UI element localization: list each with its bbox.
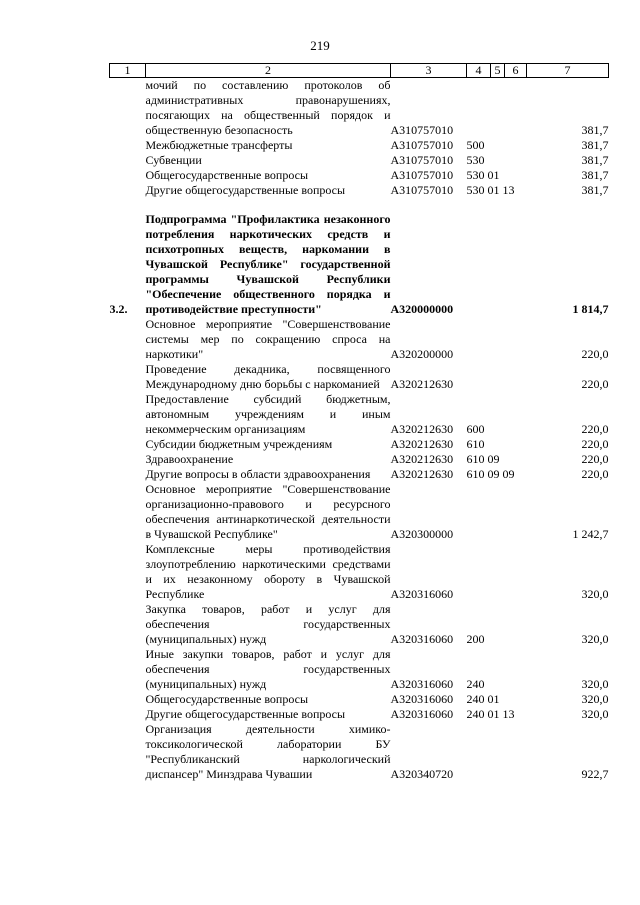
row-amount: 381,7 [581,183,609,197]
row-number [110,722,146,782]
row-group [467,317,527,362]
table-row [110,317,609,362]
row-group: 530 01 13 [466,183,515,197]
row-number [110,138,146,153]
row-group [467,722,527,782]
row-name: Другие общегосударственные вопросы [145,183,346,197]
budget-table [109,63,609,782]
row-name: Общегосударственные вопросы [145,168,309,182]
row-name: Предоставление субсидий бюджетным, автономным учреждениям и иным некоммерческим организациям [145,392,391,436]
row-number [110,437,146,452]
row-code: А320000000 [390,302,454,316]
row-number [110,542,146,602]
table-row [110,482,609,542]
spacer-row [110,198,609,212]
row-name: Другие общегосударственные вопросы [145,707,346,721]
row-code: А320316060 [390,677,454,691]
row-group [467,542,527,602]
row-name: мочий по составлению протоколов об административных правонарушениях, посягающих на общественный порядок и общественную безопасность [145,78,391,137]
row-name: Организация деятельности химико-токсикологической лаборатории БУ "Республиканский наркологический диспансер" Минздрава Чувашии [145,722,391,781]
row-amount: 320,0 [581,677,609,691]
table-row [110,362,609,392]
row-code: А320212630 [390,467,454,481]
row-group: 610 [466,437,485,451]
row-number [110,78,146,139]
table-header-row [110,64,609,78]
row-amount: 220,0 [581,437,609,451]
row-name: Субсидии бюджетным учреждениям [145,437,333,451]
row-name: Субвенции [145,153,202,167]
row-group: 240 01 13 [466,707,515,721]
row-amount: 220,0 [581,347,609,361]
row-code: А310757010 [390,123,454,137]
row-amount: 220,0 [581,422,609,436]
row-group [467,482,527,542]
page-number: 219 [310,38,330,53]
row-group: 530 01 [466,168,500,182]
table-row [110,78,609,139]
header-col-4: 4 [467,64,491,78]
row-group: 600 [466,422,485,436]
table-row [110,647,609,692]
row-number: 3.2. [109,302,128,316]
row-group: 500 [466,138,485,152]
row-code: А310757010 [390,168,454,182]
header-col-3: 3 [391,64,467,78]
row-code: А320316060 [390,632,454,646]
row-group: 610 09 09 [466,467,515,481]
row-number [110,482,146,542]
row-code: А320212630 [390,452,454,466]
row-number [110,647,146,692]
row-amount: 381,7 [581,138,609,152]
row-group [467,212,527,317]
row-group: 200 [466,632,485,646]
row-code: А320316060 [390,707,454,721]
row-code: А310757010 [390,183,454,197]
row-group: 610 09 [466,452,500,466]
row-amount: 220,0 [581,377,609,391]
row-name: Основное мероприятие "Совершенствование организационно-правового и ресурсного обеспечения антинаркотической деятельности в Чувашской Республике" [145,482,391,541]
row-number [110,707,146,722]
row-number [110,392,146,437]
table-row [110,392,609,437]
row-name: Закупка товаров, работ и услуг для обеспечения государственных (муниципальных) нужд [145,602,391,646]
row-code: А320212630 [390,377,454,391]
row-group [467,362,527,392]
row-number [110,317,146,362]
row-amount: 381,7 [581,123,609,137]
row-name: Другие вопросы в области здравоохранения [145,467,371,481]
row-name: Подпрограмма "Профилактика незаконного потребления наркотических средств и психотропных веществ, наркомании в Чувашской Республике" государственной программы Чувашской Республики "Обеспечение общественного порядка и противодействие преступности" [145,212,391,316]
row-code: А320316060 [390,587,454,601]
table-row [110,168,609,183]
header-col-6: 6 [505,64,527,78]
row-amount: 320,0 [581,587,609,601]
table-row [110,542,609,602]
row-number [110,153,146,168]
row-name: Здравоохранение [145,452,234,466]
row-amount: 1 814,7 [572,302,609,316]
row-name: Проведение декадника, посвященного Международному дню борьбы с наркоманией [145,362,391,391]
row-code: А320212630 [390,437,454,451]
row-amount: 381,7 [581,168,609,182]
row-name: Основное мероприятие "Совершенствование системы мер по сокращению спроса на наркотики" [145,317,391,361]
table-row [110,212,609,317]
table-row [110,467,609,482]
table-row [110,722,609,782]
table-row [110,437,609,452]
row-number [110,362,146,392]
row-number [110,692,146,707]
row-code: А320212630 [390,422,454,436]
row-group: 240 [466,677,485,691]
table-row [110,602,609,647]
table-row [110,692,609,707]
row-code: А320316060 [390,692,454,706]
header-col-7: 7 [527,64,609,78]
row-amount: 922,7 [581,767,609,781]
row-code: А310757010 [390,153,454,167]
row-amount: 320,0 [581,632,609,646]
row-amount: 381,7 [581,153,609,167]
row-group: 530 [466,153,485,167]
row-amount: 320,0 [581,707,609,721]
row-number [110,602,146,647]
header-col-2: 2 [146,64,391,78]
row-group: 240 01 [466,692,500,706]
row-name: Общегосударственные вопросы [145,692,309,706]
row-code: А320200000 [390,347,454,361]
row-amount: 220,0 [581,452,609,466]
table-row [110,183,609,198]
row-code: А320300000 [390,527,454,541]
row-name: Комплексные меры противодействия злоупотреблению наркотическими средствами и их незаконному обороту в Чувашской Республике [145,542,391,601]
table-row [110,707,609,722]
row-amount: 320,0 [581,692,609,706]
header-col-5: 5 [491,64,505,78]
header-col-1: 1 [110,64,146,78]
row-name: Иные закупки товаров, работ и услуг для обеспечения государственных (муниципальных) нужд [145,647,391,691]
row-number [110,183,146,198]
table-row [110,153,609,168]
row-group [467,78,527,139]
row-name: Межбюджетные трансферты [145,138,293,152]
row-code: А320340720 [390,767,454,781]
table-row [110,138,609,153]
row-code: А310757010 [390,138,454,152]
row-number [110,168,146,183]
table-row [110,452,609,467]
row-number [110,467,146,482]
row-amount: 220,0 [581,467,609,481]
row-amount: 1 242,7 [572,527,609,541]
spacer-cell [110,198,609,212]
row-number [110,452,146,467]
